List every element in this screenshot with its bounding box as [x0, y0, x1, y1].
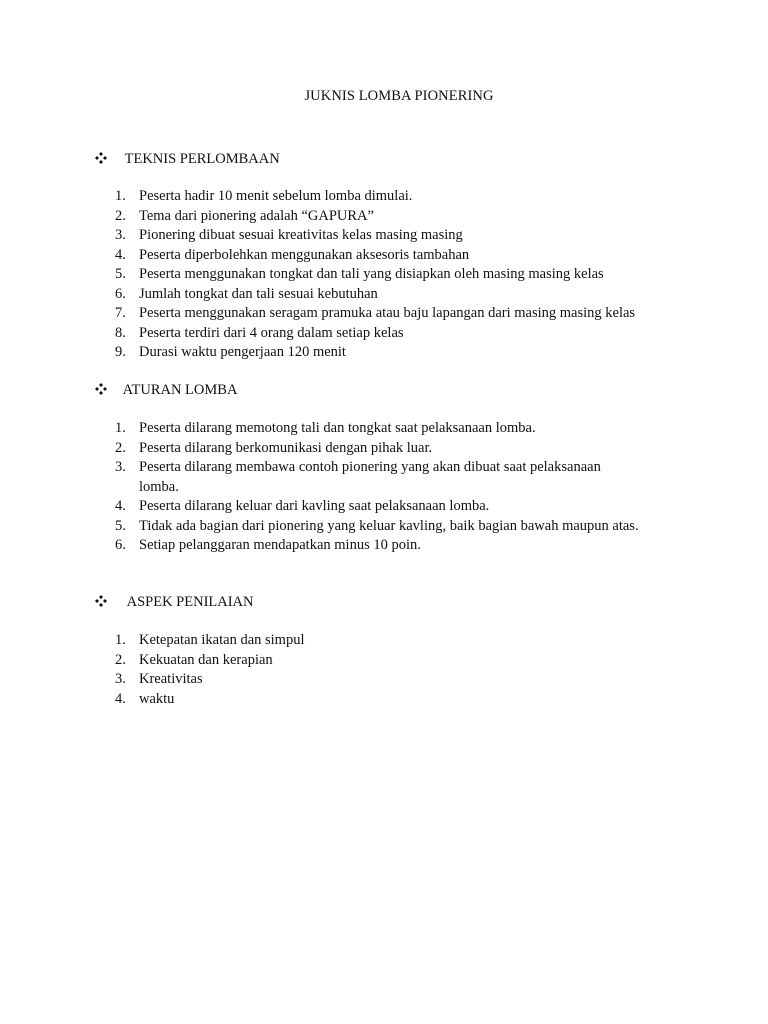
section-heading: [94, 150, 280, 168]
list-item: [0, 651, 768, 671]
item-number: 2.: [115, 439, 126, 456]
section-heading: [94, 381, 237, 399]
item-text: Tema dari pionering adalah “GAPURA”: [139, 207, 374, 224]
numbered-list: [0, 187, 768, 363]
item-number: 2.: [115, 207, 126, 224]
item-number: 3.: [115, 227, 126, 243]
list-item: [0, 497, 768, 517]
list-item: [0, 265, 768, 285]
list-item: [0, 304, 768, 324]
item-number: 1.: [115, 188, 126, 204]
item-number: 6.: [115, 285, 126, 302]
item-text: Pionering dibuat sesuai kreativitas kelas masing masing: [139, 227, 463, 243]
item-text: waktu: [139, 690, 175, 707]
list-item: [0, 324, 768, 344]
item-text: Jumlah tongkat dan tali sesuai kebutuhan: [139, 285, 378, 302]
item-number: 5.: [115, 517, 126, 534]
list-item: [0, 207, 768, 227]
item-number: 3.: [115, 671, 126, 687]
item-text: Ketepatan ikatan dan simpul: [139, 632, 305, 648]
item-number: 4.: [115, 690, 126, 707]
item-text: Peserta hadir 10 menit sebelum lomba dimulai.: [139, 188, 413, 204]
list-item: [0, 187, 768, 207]
item-text: Kreativitas: [139, 671, 203, 687]
list-item: [0, 439, 768, 459]
section-heading: [94, 593, 254, 611]
item-text: Peserta terdiri dari 4 orang dalam setiap kelas: [139, 324, 404, 341]
list-item: [0, 670, 768, 690]
numbered-list: [0, 419, 768, 556]
item-number: 3.: [115, 459, 126, 475]
item-number: 9.: [115, 344, 126, 360]
item-text: Tidak ada bagian dari pionering yang keluar kavling, baik bagian bawah maupun atas.: [139, 517, 639, 534]
item-number: 7.: [115, 305, 126, 321]
item-text: Peserta dilarang memotong tali dan tongkat saat pelaksanaan lomba.: [139, 420, 536, 436]
item-text: Peserta diperbolehkan menggunakan aksesoris tambahan: [139, 246, 470, 263]
list-item: [0, 419, 768, 439]
item-text: Peserta dilarang keluar dari kavling saat pelaksanaan lomba.: [139, 498, 490, 514]
item-text: Peserta dilarang berkomunikasi dengan pihak luar.: [139, 439, 433, 456]
item-number: 4.: [115, 498, 126, 514]
item-number: 2.: [115, 651, 126, 668]
item-number: 6.: [115, 537, 126, 553]
list-item: [0, 690, 768, 710]
item-number: 5.: [115, 266, 126, 282]
item-text: Peserta menggunakan tongkat dan tali yang disiapkan oleh masing masing kelas: [139, 266, 604, 282]
list-item: [0, 631, 768, 651]
section-heading-text: ATURAN LOMBA: [122, 382, 238, 398]
list-item: [0, 458, 768, 497]
section-heading-text: TEKNIS PERLOMBAAN: [124, 151, 280, 167]
item-number: 1.: [115, 632, 126, 648]
list-item: [0, 226, 768, 246]
item-text: Setiap pelanggaran mendapatkan minus 10 poin.: [139, 537, 421, 553]
section-heading-text: ASPEK PENILAIAN: [126, 594, 254, 610]
item-number: 1.: [115, 420, 126, 436]
item-text: Kekuatan dan kerapian: [139, 651, 273, 668]
list-item: [0, 343, 768, 363]
item-number: 4.: [115, 246, 126, 263]
item-text: Peserta dilarang membawa contoh pionering yang akan dibuat saat pelaksanaan lomba.: [139, 459, 601, 495]
item-text: Peserta menggunakan seragam pramuka atau baju lapangan dari masing masing kelas: [139, 305, 636, 321]
page-title: JUKNIS LOMBA PIONERING: [304, 88, 494, 104]
item-text: Durasi waktu pengerjaan 120 menit: [139, 344, 346, 360]
four-diamond-bullet-icon: [94, 594, 108, 608]
item-number: 8.: [115, 324, 126, 341]
list-item: [0, 517, 768, 537]
list-item: [0, 285, 768, 305]
four-diamond-bullet-icon: [94, 151, 108, 165]
four-diamond-bullet-icon: [94, 382, 108, 396]
list-item: [0, 536, 768, 556]
numbered-list: [0, 631, 768, 709]
list-item: [0, 246, 768, 266]
